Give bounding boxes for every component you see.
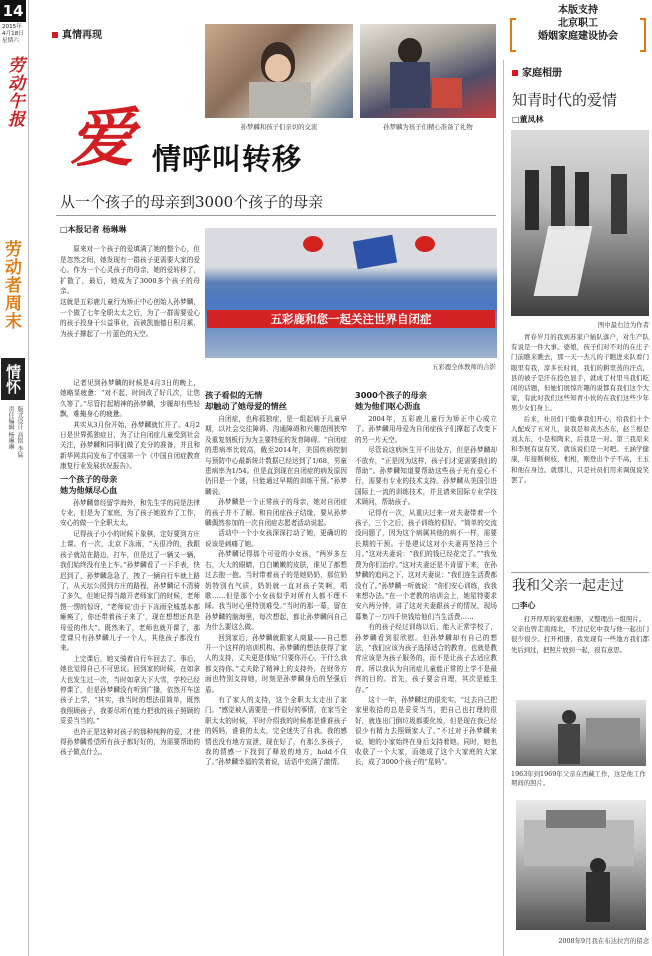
photo-father-tibet xyxy=(516,700,646,766)
col1-p2: 其实从3月份开始，孙梦麟就忙开了。4月2日是世界孤独症日，为了让自闭症儿童受到社会关注，孙梦麟和同事们做了充分的准备，并且和新华网共同发布了中国第一个《中国自闭症教育康复行业发展状况报告》。 xyxy=(60,420,200,471)
col1-p6: 也许正是这种对孩子的那种纯粹的爱，才使得孙梦麟希望所有孩子都好好的，为需要帮助的孩子做点什么。 xyxy=(60,727,200,757)
credit-design: 版式设计 高铭 李猛 xyxy=(16,406,23,458)
caption-top-left: 孙梦麟和孩子们亲切的交流 xyxy=(240,123,318,131)
masthead-divider xyxy=(28,0,29,956)
col1-p5: 上完课后，她又骑着自行车回去了。事后，她也觉得自己不可思议。回到家的时候，在如拿大也发生过一次，当时如拿大下大雪，学校已经停课了，但是孙梦麟没有听到广播，依然开车送孩子上学，“其实，我当时的想法很简单，既然我照顾孩子，我要尽所有能力把我的孩子照顾的妥妥当当的。” xyxy=(60,654,200,726)
caption-zhiqing: 图中最右边为作者 xyxy=(597,321,649,329)
caption-group: 五彩鹿全体教师的合影 xyxy=(432,363,496,371)
story-text-zhiqing xyxy=(511,332,649,572)
photo-zhiqing xyxy=(511,130,649,316)
byline-li: □李心 xyxy=(512,601,536,610)
weekly-title: 劳动者周末 xyxy=(1,240,21,330)
date-year: 2015年 xyxy=(2,24,22,30)
credits xyxy=(6,406,24,516)
sponsor-line-3: 婚姻家庭建设协会 xyxy=(538,31,618,42)
article-col-3 xyxy=(355,388,497,954)
paper-logo: 劳动午报 xyxy=(4,56,24,128)
caption-top-right: 孙梦麟为孩子们精心准备了礼物 xyxy=(383,123,473,131)
col2-p4: 孙梦麟记得那个可爱的小女孩，“两岁多左右，大大的眼睛，白白嫩嫩的皮肤，谁见了都想过去抱一抱。当时带着孩子的是她奶奶，那位奶奶特别有气质，奶奶就一直对孩子笑啊，唱歌……但是那个小女孩似乎对所有人都不理不睬。我当时心里特别难受。”当时的那一幕，留在孙梦麟的脑海里，每次想起，都让孙梦麟问自己为什么要这么做。 xyxy=(205,550,347,632)
issue-date xyxy=(2,24,28,45)
article-col-1 xyxy=(60,378,200,954)
group-banner: 五彩鹿和您一起关注世界自闭症 xyxy=(207,310,495,328)
story-title-father: 我和父亲一起走过 xyxy=(512,578,624,594)
col2-p1: 自闭症，也称孤独症，是一组起病于儿童早期，以社会交往障碍、沟通障碍和兴趣范围狭窄及重复刻板行为为主要特征的发育障碍。“自闭症的患病率比较高，截至2014年，美国疾病控制与预防中心最新统计数据已经达到了1/68，男童患病率为1/54。但是直到现在自闭症的病发原因仍旧是一个谜，只能通过早期的训练干预。”孙梦麟说。 xyxy=(205,415,347,496)
article-col-2 xyxy=(205,388,347,954)
right-story-rule xyxy=(511,572,649,573)
caption-father-tibet: 1963年到1969年父亲在西藏工作，这是他工作期间的照片。 xyxy=(511,770,646,787)
date-day: 4月18日 xyxy=(2,31,24,37)
col3-subhead: 3000个孩子的母亲 她为他们呕心沥血 xyxy=(355,390,427,411)
col2-p2: 孙梦麟是一个正常孩子的母亲，她对自闭症的孩子并不了解。和自闭症孩子结缘，要从孙梦麟偶然参加的一次自闭症志愿者活动说起。 xyxy=(205,498,347,528)
sponsor-line-2: 北京职工 xyxy=(558,18,598,29)
byline: □本报记者 杨琳琳 xyxy=(60,225,127,234)
section-tag-family-album: 家庭相册 xyxy=(512,64,562,79)
page-number: 14 xyxy=(0,0,26,22)
date-weekday: 星期六 xyxy=(2,38,19,44)
col2-p3: 活动中一个小女孩深深打动了她，更确切的说该是刺痛了她。 xyxy=(205,529,347,548)
col1-p1: 记者见到孙梦麟的时候是4月3日的晚上，她略显疲惫：“对不起，时间改了好几次，让您久等了。”尽管打起精神的孙梦麟，步履却有些轻飘，难掩身心的疲惫。 xyxy=(60,379,200,419)
col2-p5: 回到家后，孙梦麟就跟家人商量——自己想开一个这样的培训机构。孙梦麟的想法获得了家人的支持，丈夫更是体贴“只要你开心，干什么我都支持你。”丈夫除了精神上的支持外，在财务方面也特别支持她，时刻是孙梦麟身后的坚强后盾。 xyxy=(205,633,347,694)
headline-big-char: 爱 xyxy=(70,101,134,176)
story-text-father: 打开厚厚的家庭相册，又整理出一组照片。 父亲也曾走南闯北，不过记忆中我与他一起出门很少很少。打开相册，我发现有一些地方我们都先后到过，把照片放到一起，很有意思。 xyxy=(511,615,649,654)
right-column-divider xyxy=(503,60,504,956)
col3-p4: 有的孩子经过训练以后，能入正常学校了，孙梦麟看到很欣慰。但孙梦麟却有自己的想法，“我们应该为孩子选择适合的教育，也就是教育应该是为孩子服务的，而不是让孩子去适应教育。所以我认为自闭症儿童能正常的上学不是最终的目的。首先，孩子要会自理，其次是能生存。” xyxy=(355,623,497,694)
col1-p3: 孙梦麟曾经留学海外，和先生学的同是法律专业，但是为了家庭，为了孩子她放弃了工作，安心的做一个全职太太。 xyxy=(60,498,200,528)
zhiqing-p2: 后来，社员们干脆拿我们开心，给我们十个人配成了五对儿，说我是和黄杰杰东，赵兰根是刘太东，小是和陶来，后我是一对。第三我原来和李展有说有笑，就该说们是一对吧。王涵学健康，年接断树枝，相相，刚登出个子不高，王玉和他在身边。就那儿，只是社员们用来调侃说笑罢了。 xyxy=(511,414,649,484)
sponsor-box xyxy=(510,4,646,54)
headline-rest: 情呼叫转移 xyxy=(152,142,303,176)
col3-p1: 2004年，五彩鹿儿童行为矫正中心成立了。孙梦麟用母爱为自闭症孩子们撑起了改变下的另一片天空。 xyxy=(355,415,497,444)
sponsor-line-1: 本版支持 xyxy=(558,5,598,16)
caption-potala: 2008年9月我在布达拉宫的留念 xyxy=(558,937,649,945)
lead-text: 原来对一个孩子的爱填满了她的整个心，但是忽然之间，她发现有一群孩子更需要大家的爱心。作为一个心灵孩子的母亲，她的爱转移了，扩散了，最后，她成为了3000多个孩子的母亲。 这就是五彩鹿儿童行为矫正中心创始人孙梦麟，一个做了七年全职太太之后，为了一群需要爱心的孩子投身于公益事业，而被凯施德日积月累，为孩子撑起了一片蓝色的天空。 xyxy=(60,245,200,338)
col2-p6: 有了家人的支持，这个全职太太走出了家门。“感觉被人需要是一件很好的事情，在家当全职太太的时候，平时介绍我的时候都是谁谁孩子的妈妈，谁谁的太太，完全迷失了自我。我的感情也没有地方宣泄，现在好了，有那么多孩子，我的情感一下找到了释放的地方，hold不住了。”孙梦麟幸福的笑着说，话语中充满了激情。 xyxy=(205,695,347,767)
section-tag-real-feelings: 真情再现 xyxy=(52,26,102,41)
sponsor-bracket-left xyxy=(510,18,516,52)
headline-rule xyxy=(56,215,496,216)
zhiqing-p1: 青春岁月的我到苏家户插队落户，对生产队有说是一件大事。婆娘，孩子们对不对的在庄子门前瞧来瞧去，那一天一杰儿的干瞧进来队看门眼里有我，淳多长时间，我们的耕里蒸的汗点，县的被子是汗在投色显手，就成了村里当我们吃闲的话题，但她们展惊许趣的说都有我们这个大家，有此时我们这些知青小伙的在我们这些少年男少女们身上。 xyxy=(511,333,649,413)
sponsor-bracket-right xyxy=(640,18,646,52)
headline-subtitle: 从一个孩子的母亲到3000个孩子的母亲 xyxy=(60,193,324,211)
photo-gifts xyxy=(360,24,496,118)
photo-interaction xyxy=(205,24,353,118)
col2-subhead: 孩子看似的无情 却触动了她母爱的情丝 xyxy=(205,390,287,411)
col3-p2: 尽管说这病医生开不出处方，但是孙梦麟却不放弃，“正是因为这样，孩子们才更需要我们的帮助”。孙梦麟知道要帮助这些孩子光有爱心不行，需要有专业的技术支持。孙梦麟从美国引进国际上一流的训练技术，并且请来国际专业学技术顾问，帮助孩子。 xyxy=(355,446,497,507)
col1-subhead: 一个孩子的母亲 她为他倾尽心血 xyxy=(60,473,118,495)
col3-p5: 这十一年，孙梦麟过的很充实，“过去自己把家里收拾的总是妥妥当当，把自己也打理的很好，就连出门倒垃圾都要化妆，但是现在我已经很少有精力去照顾家人了。”不过对于孙梦麟来说，她的小家始终在身后支持着她。同时，她也收获了一个大家，而她成了这个大家庭的大家长，成了3000个孩子的“星妈”。 xyxy=(355,695,497,767)
photo-group xyxy=(205,228,497,358)
section-badge: 情怀 xyxy=(1,358,25,400)
photo-potala xyxy=(516,800,646,930)
byline-dong: □董凤林 xyxy=(512,115,544,124)
col3-p3: 记得有一次，从重庆过来一对夫妻带着一个孩子，三个之后，孩子训练的很好。“简单的交流没问题了，因为这个病属其他的病不一样，需要长期的干预。于是建议这对小夫妻再坚持三个月。”这对夫妻说：“我们的钱已经花完了。”“我免费为你们治疗。”这对夫妻还是不肯留下来，在孙梦麟的追问之下，这对夫妻说：“我们连生活费都没有了。”孙梦麟一听就说：“你们安心训练，我我来想办法。”在一个老教的培训会上，她星特要求安六两分钟，讲了这对夫妻跟孩子的情况，现场募集了一万四千块钱给他们当生活费…… xyxy=(355,508,497,621)
story-title-zhiqing: 知青时代的爱情 xyxy=(512,91,618,109)
credit-editor: 责任编辑 杨琳琳 xyxy=(7,406,14,450)
col1-p4: 记得孩子小小的时候下象棋，定好要到方庄上课。有一次，北京下冻雨，“天很冷的，我跟孩子就站在路边，打车，但是过了一辆又一辆，我们始终没有坐上车。”孙梦麟看了一下手表，快迟到了，孙梦麟急急了，拽了一辆自行车就上路了，从天坛公园到方庄的路程，孙梦麟记不清骑了多久，但她记得当敲开老师家门的时候，老师愣一愣的惊讶，“老师说‘由于下冻雨全城基本都瘫痪了，你还带着孩子来了’，现在想想还真是母爱的伟大”。既然来了，老师也就开课了，那堂课只有孙梦麟儿子一个人，其他孩子都没有来。 xyxy=(60,529,200,653)
